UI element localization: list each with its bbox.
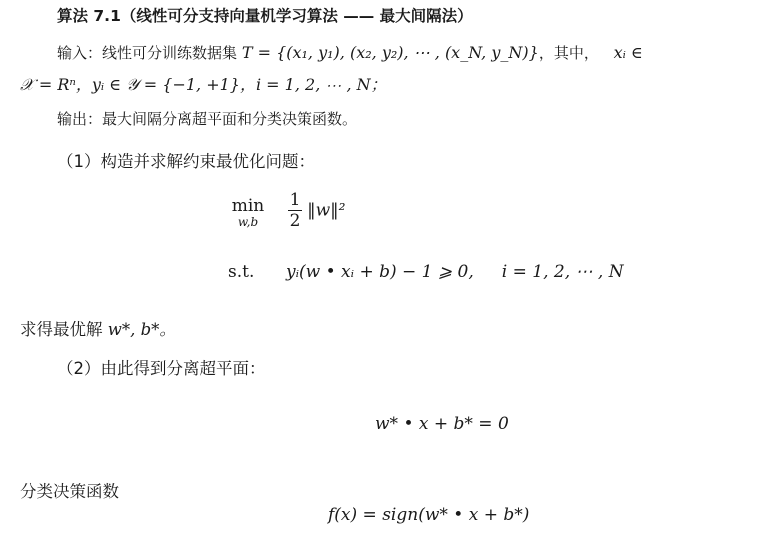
norm-w-squared: ‖w‖² [307, 200, 346, 221]
hyperplane-equation: w* • x + b* = 0 [375, 414, 509, 434]
input-text-b: ，其中， [538, 44, 599, 62]
output-text: 最大间隔分离超平面和分类决策函数。 [102, 110, 358, 128]
fraction-denominator: 2 [289, 211, 301, 231]
input-text-a: 线性可分训练数据集 [102, 44, 238, 62]
optimal-solution-line [20, 316, 176, 340]
input-label: 输入： [57, 44, 103, 62]
one-half-fraction [288, 190, 302, 231]
output-label: 输出： [57, 110, 103, 128]
input-line-1 [57, 42, 643, 63]
min-op-text: min [231, 196, 265, 216]
step1-label: （1）构造并求解约束最优化问题： [57, 152, 315, 171]
algorithm-title [57, 4, 473, 26]
constraint-row [228, 262, 624, 282]
objective-row [228, 196, 268, 228]
input-line-2: 𝒳 = Rⁿ，yᵢ ∈ 𝒴 = {−1, +1}，i = 1, 2, ⋯ , N； [20, 75, 387, 94]
decision-function-equation: f(x) = sign(w* • x + b*) [328, 505, 530, 525]
algorithm-name: （线性可分支持向量机学习算法 —— 最大间隔法） [120, 7, 473, 25]
min-op-subscript: w,b [237, 215, 259, 229]
input-dataset-math: T = {(x₁, y₁), (x₂, y₂), ⋯ , (x_N, y_N)} [241, 43, 539, 62]
constraint-range: i = 1, 2, ⋯ , N [501, 262, 624, 282]
input-xi-in: xᵢ ∈ [613, 43, 643, 62]
step2-label: （2）由此得到分离超平面： [57, 359, 266, 378]
subject-to-label: s.t. [228, 262, 255, 282]
fraction-numerator: 1 [289, 190, 301, 210]
decision-function-label: 分类决策函数 [20, 482, 119, 501]
constraint-expression: yᵢ(w • xᵢ + b) − 1 ⩾ 0, [286, 262, 474, 282]
algorithm-number: 算法 7.1 [57, 7, 121, 25]
output-line [57, 108, 357, 129]
optimal-solution-math: w*, b*。 [107, 320, 176, 339]
optimal-solution-text: 求得最优解 [20, 320, 103, 339]
min-operator [228, 196, 268, 228]
objective-expression [288, 190, 345, 231]
